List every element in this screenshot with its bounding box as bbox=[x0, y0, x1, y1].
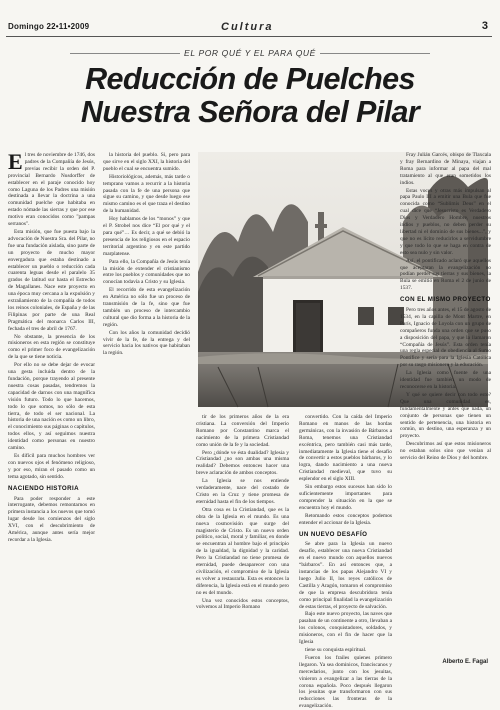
paragraph: Con los años la comunidad decidió vivir de la fe, de la entrega y del servicio hacia los nativos que habitaban la región. bbox=[103, 329, 190, 357]
paragraph: Se abre para la Iglesia un nuevo desafío, establecer una nueva Cristiandad en el nuevo mundo con aquellos nuevos “bárbaros”. En así entonces que, a instancias de los papas Alejandro VI y luego Julio II, los reyes católicos de Castilla y Aragón, tomaron el compromiso de que la empresa descubridora tenía como principal finalidad la evangelización de estas tierras, el proyecto de salvación. bbox=[299, 541, 392, 610]
paragraph: convertido. Con la caída del Imperio Romano en manos de las hordas germánicas, con la invasión de Bárbaros a Roma, tenemos una Cristiandad excéntrica, pero también casi más tarde, inmediatamente la Iglesia tiene el desafío de convertir a estos pueblos bárbaros, y lo logra, dando nacimiento a una nueva Cristiandad medieval, que tuvo su esplendor en el siglo XIII. bbox=[299, 414, 392, 483]
paragraph: la historia del pueblo. Si, pero para que sirve en el siglo XXI, la historia del pueblo el cual se encuentra sumido. bbox=[103, 152, 190, 172]
article-column-2 bbox=[103, 152, 190, 664]
paragraph: Historiológicos, además, más tarde o temprano vamos a recurrir a la historia pasada con la fe de una persona que sigue su camino, y que desde luego ese mismo camino es el que traza el destino de la humanidad. bbox=[103, 173, 190, 215]
paragraph: Hoy hablamos de los “monos” y que el P. Strobel nos dice “El por qué y el para qué”… Es decir, a qué se debió la presencia de los religiosos en el espacio territorial argentino y en este partido marplatense. bbox=[103, 216, 190, 257]
section-title: Cultura bbox=[221, 21, 274, 33]
subhead-naciendo-historia: NACIENDO HISTORIA bbox=[8, 484, 79, 492]
article-column-4 bbox=[299, 414, 392, 710]
paragraph: Pero tres años antes, el 15 de agosto de 1534, en la capilla de Mont Martre, en París, Ignacio de Loyola con un grupo de compañeros funda una orden que se puso a disposición del papa, y que la llamaron “Compañía de Jesús”. Esta orden tenía una regla especial de obediencia al Sumo Pontífice y sería para la Iglesia Católica por su rasgo misionero y la educación. bbox=[400, 307, 491, 369]
paragraph: Para ello, la Compañía de Jesús tenía la misión de extender el cristianismo entre los pueblos y comunidades que no conocían todavía a Cristo y su Iglesia. bbox=[103, 258, 190, 286]
paragraph: Retomando estos conceptos podemos entender el accionar de la Iglesia. bbox=[299, 512, 392, 526]
paragraph: tiene su conquista espiritual. bbox=[305, 647, 367, 653]
paragraph: Y qué se quiere decir con todo esto? Que una comunidad es, fundamentalmente y antes que nada, un conjunto de personas que tienen un sentido de pertenencia, una historia en común, un destino, una esperanza y un proyecto. bbox=[400, 391, 491, 440]
paragraph: No obstante, la presencia de los misioneros en esta región se constituye como el primer foco de evangelización de la que se tiene noticia. bbox=[8, 333, 95, 361]
paragraph: Bajo este nuevo proyecto, las naves que pasaban de un continente a otro, llevaban a los colonos, conquistadores, soldados, y misioneros, con el fin de hacer que la Iglesia bbox=[299, 611, 392, 646]
paragraph: l tres de noviembre de 1746, dos padres de la Compañía de Jesús, previas recibir la orden del P. provincial Bernardo Nusdorffer de establecer en el paraje conocido hoy como Laguna de los Padres una misión destinada a llevar la doctrina a una comunidad puelche que habitaba en estado nómade las sierras y que por ese motivo eran conocidos como "pampas serranos". bbox=[8, 152, 95, 228]
paragraph: Una vez conocidos estos conceptos, volvemos al Imperio Romano bbox=[196, 597, 289, 611]
article-column-1 bbox=[8, 149, 95, 664]
subhead-mismo-proyecto: CON EL MISMO PROYECTO bbox=[400, 296, 491, 304]
paragraph: La Iglesia se nos entiende verdaderamente, nace del costado de Cristo en la Cruz y tiene promesa de eternidad hasta el fin de los tiempos. bbox=[196, 478, 289, 505]
paragraph: tir de los primeros años de la era cristiana. La conversión del Imperio Romano por Constantino marca el nacimiento de la primera Cristiandad como unión de la fe y la sociedad. bbox=[196, 414, 289, 448]
paragraph: Pero ¿dónde ve ésta dualidad? Iglesia y Cristiandad ¿no son ambas una misma realidad? Debemos entonces hacer una breve aclaración de ambos conceptos. bbox=[196, 449, 289, 477]
page-header bbox=[6, 22, 490, 34]
subhead-nuevo-desafio: UN NUEVO DESAFÍO bbox=[299, 530, 368, 538]
paragraph: Otra cosa es la Cristiandad, que es la obra de la Iglesia en el mundo. Es una nueva cosmovisión que surge del magisterio de Cristo. Es un nuevo orden político, social, moral y familiar, en donde se encuentran al hombre bajo el principio de la igualdad, la dignidad y la caridad. Pero la Cristiandad no tiene promesa de eternidad, puede desaparecer con una civilización, el compromiso de la Iglesia es volver a restaurarla. Esta es entonces la diferencia, la Iglesia está en el mundo pero no es del mundo. bbox=[196, 506, 289, 596]
paragraph: La Iglesia como fuente de una identidad fue también un modo de reconocerse en la historia. bbox=[400, 370, 491, 390]
paragraph: Fueron los frailes quienes primero llegaron. Ya sea dominicos, franciscanos y mercedarios, junto con los jesuitas, vinieron a evangelizar a las tierras de la corona española. Poco después llegaron los jesuitas que transformaron con sus reducciones las fronteras de la evangelización. bbox=[299, 654, 392, 710]
kicker-rule-right bbox=[320, 53, 430, 54]
paragraph: Descubrimos así que estos misioneros no estaban solos sino que venían al servicio del Reino de Dios y del hombre. bbox=[400, 441, 491, 462]
page-number: 3 bbox=[481, 20, 488, 32]
author-signature: Alberto E. Fagal bbox=[442, 659, 488, 665]
paragraph: Es difícil para muchos hombres ver con nuevos ojos el fenómeno religioso, y por eso, miran el pasado como un tema agotado, sin sentido. bbox=[8, 452, 95, 480]
paragraph: Estas voces y otras más impulsan al papa Paulo III a emitir una Bula que fue conocida como “Sublimis Deus” en el cual dice que “Jesucristo es Verdadero Dios y Verdadero Hombre, nuestros indios y pueblos, no deben perder su libertad ni el dominio de sus bienes...”, y que no es lícito reducirlos a servidumbre y que todo lo que se haga en contra de esto sea nulo y sin valor. bbox=[400, 187, 491, 256]
article-column-5 bbox=[400, 152, 491, 664]
article-kicker: EL POR QUÉ Y EL PARA QUÉ bbox=[184, 48, 316, 58]
issue-date: Domingo 22•11•2009 bbox=[8, 22, 90, 31]
paragraph: Para poder responder a este interrogante, debemos remontarnos en primera instancia a los nuevos que tomó lugar desde los comienzos del siglo XVI, con el descubrimiento de América, aunque antes sería mejor recordar a la Iglesia. bbox=[8, 495, 95, 543]
headline-line-2: Nuestra Señora del Pilar bbox=[80, 95, 420, 129]
paragraph: Fray Julián Garcés, obispo de Tlaxcala y fray Bernardino de Minaya, viajan a Roma para informar al papa del mal tratamiento al que eran sometidos los indios. bbox=[400, 152, 491, 186]
article-column-3 bbox=[196, 414, 289, 664]
paragraph: Por ello no se debe dejar de evocar una gesta incluida dentro de la fundación, porque trayendo al presente nuestra cosas pasadas, tendremos la capacidad de darnos con una magnífica visión futuro. Todo lo que hacemos, todo lo que somos, no sólo de esta tierra, de todo el ser nacional. La historia de una nación es como un libro, el conocimiento sus páginas o capítulos, todos ellos, y así seguimos nuestra identidad como personas en nuestro camino. bbox=[8, 362, 95, 452]
article-headline bbox=[0, 63, 500, 129]
headline-line-1: Reducción de Puelches bbox=[85, 62, 415, 96]
drop-cap: E bbox=[8, 149, 23, 174]
paragraph: Esta misión, que fue puesta bajo la advocación de Nuestra Sra. del Pilar, no fue una fundación aislada, sino parte de un proyecto de mucho mayor envergadura que estaba destinado a establecer un pueblo o reducción cada cuarenta leguas desde el paralelo 35 grados de latitud sur hasta el Estrecho de Magallanes. Nace este proyecto en una época muy cercana a la expulsión y extrañamiento de la compañía de todos los reinos coloniales, de España y de las Filipinas por parte de una Real Pragmática del monarca Carlos III, fechada el tres de abril de 1767. bbox=[8, 228, 95, 332]
paragraph: El recorrido de esta evangelización en América no sólo fue un proceso de transmisión de la fe, sino que fue también un proceso de intercambio cultural que dio forma a la historia de la región. bbox=[103, 287, 190, 328]
paragraph: Así, el pontificado aclaró que aquellos que aceptaran la evangelización no podían perder sus tierras y sus bienes, la Bula se emitió en Roma el 2 de junio de 1537. bbox=[400, 257, 491, 292]
header-rule bbox=[6, 36, 492, 37]
paragraph: Sin embargo estos sucesos han sido lo suficientemente importantes para comprender la situación en la que se encuentra hoy el mundo. bbox=[299, 484, 392, 511]
